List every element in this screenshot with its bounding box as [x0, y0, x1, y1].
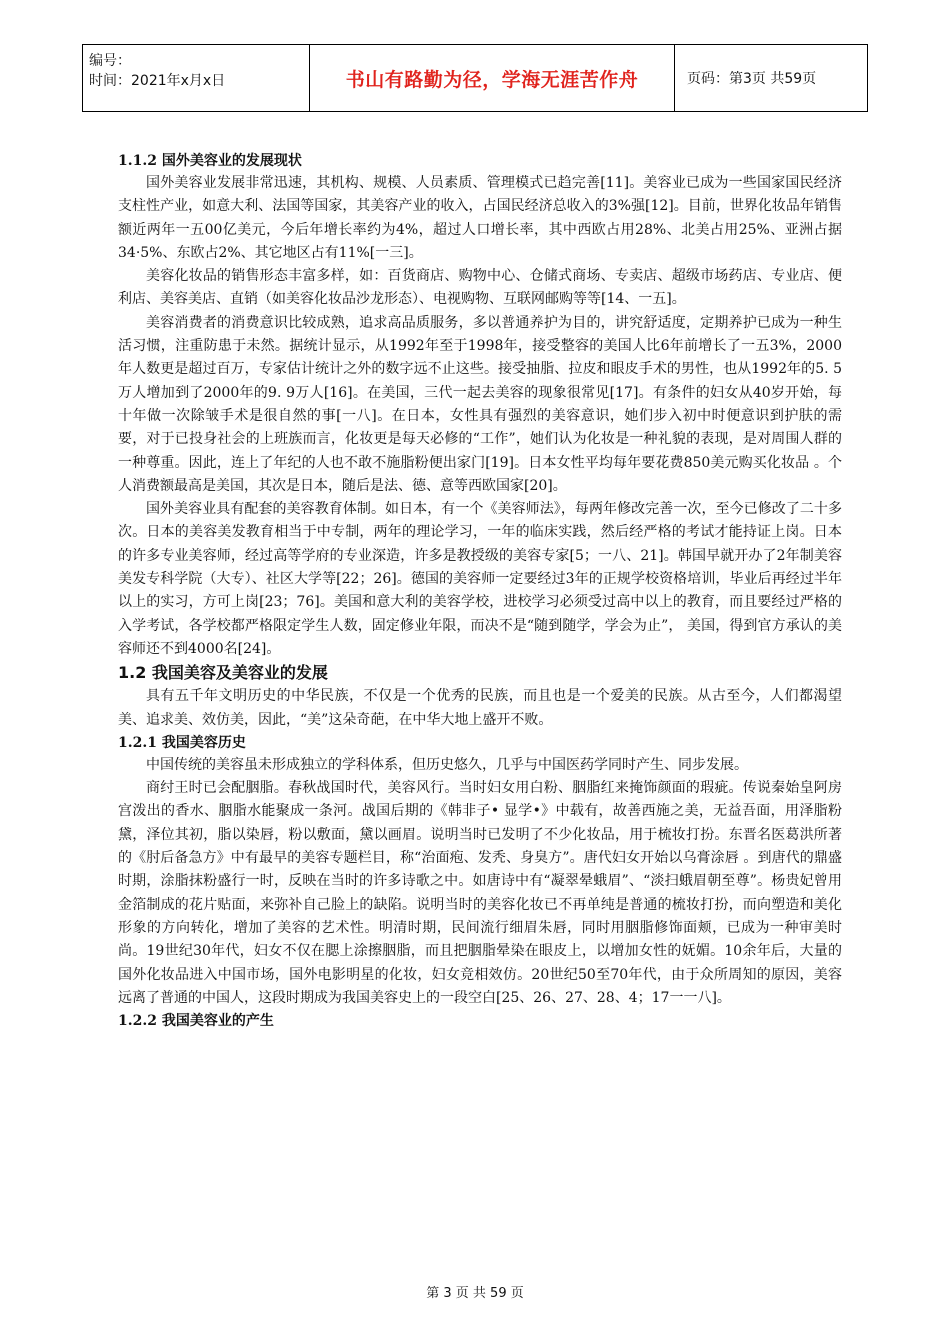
section-title-1-1-2: 1.1.2 国外美容业的发展现状	[118, 153, 302, 169]
header-meta	[83, 45, 310, 111]
page-header	[82, 44, 868, 112]
page-footer: 第 3 页 共 59 页	[426, 1286, 524, 1301]
paragraph: 国外美容业具有配套的美容教育体制。如日本，有一个《美容师法》，每两年修改完善一次，至今已修改了二十多次。日本的美容美发教育相当于中专制，两年的理论学习，一年的临床实践，然后经严格的考试才能持证上岗。日本的许多专业美容师，经过高等学府的专业深造，许多是教授级的美容专家[5；一八、21]。韩国早就开办了2年制美容美发专科学院（大专）、社区大学等[22；26]。德国的美容师一定要经过3年的正规学校资格培训，毕业后再经过半年以上的实习，方可上岗[23；76]。美国和意大利的美容学校，进校学习必须受过高中以上的教育，而且要经过严格的入学考试，各学校都严格限定学生人数，固定修业年限，而决不是“随到随学，学会为止”， 美国，得到官方承认的美容师还不到4000名[24]。	[118, 501, 842, 657]
section-title-1-2-1: 1.2.1 我国美容历史	[118, 734, 246, 751]
header-page-number: 页码：第3页 共59页	[687, 71, 817, 87]
paragraph: 美容消费者的消费意识比较成熟，追求高品质服务，多以普通养护为目的，讲究舒适度，定期养护已成为一种生活习惯，注重防患于未然。据统计显示，从1992年至于1998年，接受整容的美国人比6年前增长了一五3%，2000年人数更是超过百万，专家估计统计之外的数字远不止这些。接受抽脂、拉皮和眼皮手术的男性，也从1992年的5. 5万人增加到了2000年的9. 9万人[16]。在美国，三代一起去美容的现象很常见[17]。有条件的妇女从40岁开始，每十年做一次除皱手术是很自然的事[一八]。在日本，女性具有强烈的美容意识，她们步入初中时便意识到护肤的需要，对于已投身社会的上班族而言，化妆更是每天必修的“工作”，她们认为化妆是一种礼貌的表现，是对周围人群的一种尊重。因此，连上了年纪的人也不敢不施脂粉便出家门[19]。日本女性平均每年要花费850美元购买化妆品 。个人消费额最高是美国，其次是日本，随后是法、德、意等西欧国家[20]。	[118, 314, 842, 494]
header-motto: 书山有路勤为径，学海无涯苦作舟	[310, 45, 675, 111]
section-title-1-2-2: 1.2.2 我国美容业的产生	[118, 1013, 274, 1030]
paragraph: 具有五千年文明历史的中华民族，不仅是一个优秀的民族，而且也是一个爱美的民族。从古至今，人们都渴望美、追求美、效仿美，因此，“美”这朵奇葩，在中华大地上盛开不败。	[118, 688, 842, 728]
paragraph: 商纣王时已会配胭脂。春秋战国时代，美容风行。当时妇女用白粉、胭脂红来掩饰颜面的瑕疵。传说秦始皇阿房宫泼出的香水、胭脂水能聚成一条河。战国后期的《韩非子• 显学•》中载有，故善西施之美，无益吾面，用泽脂粉黛，泽位其初，脂以染唇，粉以敷面，黛以画眉。说明当时已发明了不少化妆品，用于梳妆打扮。东晋名医葛洪所著的《肘后备急方》中有最早的美容专题栏目，称“治面疱、发秃、身臭方”。唐代妇女开始以乌膏涂唇 。到唐代的鼎盛时期，涂脂抹粉盛行一时，反映在当时的许多诗歌之中。如唐诗中有“凝翠晕蛾眉”、“淡扫蛾眉朝至尊”。杨贵妃曾用金箔制成的花片贴面，来弥补自己脸上的缺陷。说明当时的美容化妆已不再单纯是普通的梳妆打扮，而向塑造和美化形象的方向转化，增加了美容的艺术性。明清时期，民间流行细眉朱唇，同时用胭脂修饰面颊，已成为一种审美时尚。19世纪30年代，妇女不仅在腮上涂擦胭脂，而且把胭脂晕染在眼皮上，以增加女性的妩媚。10余年后，大量的国外化妆品进入中国市场，国外电影明星的化妆，妇女竞相效仿。20世纪50至70年代，由于众所周知的原因，美容远离了普通的中国人，这段时期成为我国美容史上的一段空白[25、26、27、28、4；17一一八]。	[118, 780, 842, 1006]
paragraph: 国外美容业发展非常迅速，其机构、规模、人员素质、管理模式已趋完善[11]。美容业已成为一些国家国民经济支柱性产业，如意大利、法国等国家，其美容产业的收入，占国民经济总收入的3%强[12]。目前，世界化妆品年销售额近两年一五00亿美元，今后年增长率约为4%，超过人口增长率，其中西欧占用28%、北美占用25%、亚洲占据34·5%、东欧占2%、其它地区占有11%[一三]。	[118, 175, 842, 261]
header-number: 编号：	[89, 53, 131, 69]
document-body	[118, 150, 842, 1032]
section-title-1-2: 1.2 我国美容及美容业的发展	[118, 663, 328, 683]
paragraph: 美容化妆品的销售形态丰富多样，如：百货商店、购物中心、仓储式商场、专卖店、超级市场药店、专业店、便利店、美容美店、直销（如美容化妆品沙龙形态）、电视购物、互联网邮购等等[14、一五]。	[118, 268, 842, 308]
header-time: 时间：2021年x月x日	[89, 73, 226, 89]
paragraph: 中国传统的美容虽未形成独立的学科体系，但历史悠久，几乎与中国医药学同时产生、同步发展。	[146, 756, 748, 773]
